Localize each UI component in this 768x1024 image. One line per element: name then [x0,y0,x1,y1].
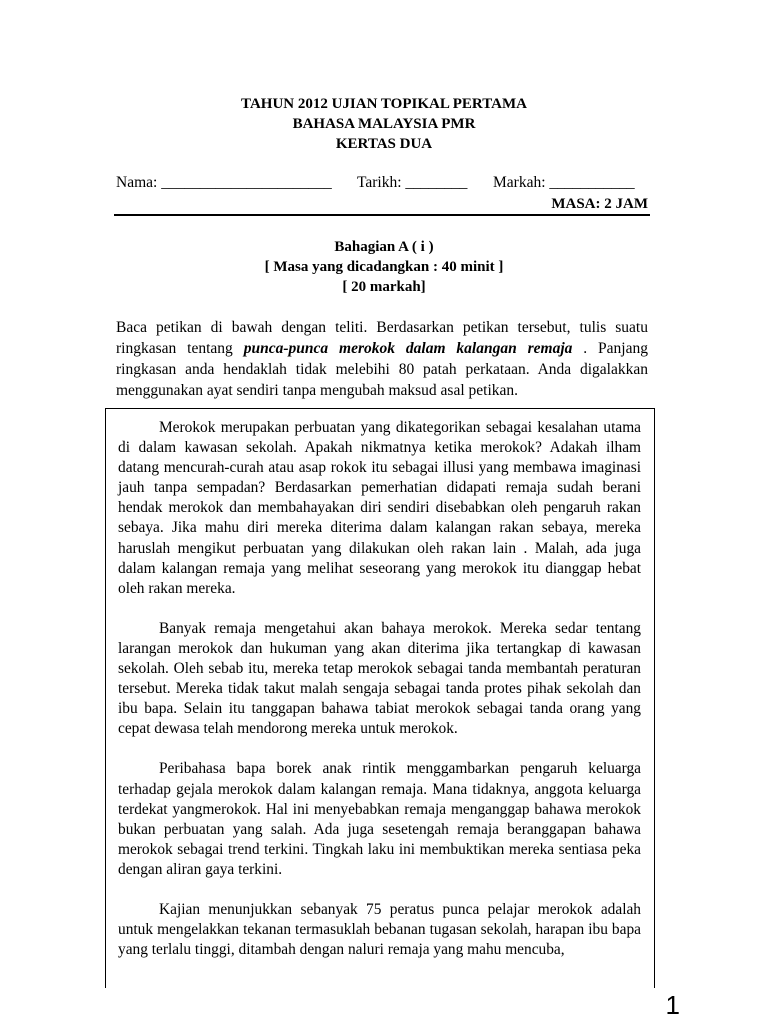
section-time: [ Masa yang dicadangkan : 40 minit ] [264,259,504,275]
passage-box [105,408,655,988]
markah-field: Markah: ___________ [493,174,635,191]
nama-field: Nama: ______________________ [116,174,332,191]
document-header [0,94,768,154]
section-marks: [ 20 markah] [342,279,426,295]
instructions-text-after: . Panjang ringkasan anda hendaklah tidak melebihi 80 patah perkataan. Anda digalakkan menggunakan ayat sendiri tanpa mengubah maksud asal petikan. [116,340,648,399]
section-header [0,237,768,297]
subject-title: BAHASA MALAYSIA PMR [292,116,476,132]
header-divider [114,214,650,216]
passage-paragraph-4: Kajian menunjukkan sebanyak 75 peratus punca pelajar merokok adalah untuk mengelakkan tekanan termasuklah bebanan tugasan sekolah, harapan ibu bapa yang terlalu tinggi, ditambah dengan naluri remaja yang mahu mencuba, [118,900,641,959]
page-number: 1 [665,990,680,1020]
section-title: Bahagian A ( i ) [334,239,434,255]
instructions-paragraph [116,317,648,401]
passage-paragraph-3: Peribahasa bapa borek anak rintik menggambarkan pengaruh keluarga terhadap gejala merokok dalam kalangan remaja. Mana tidaknya, anggota keluarga terdekat yangmerokok. Hal ini menyebabkan remaja menganggap bahawa merokok bukan perbuatan yang salah. Ada juga sesetengah remaja beranggapan bahawa merokok sebagai trend terkini. Tingkah laku ini membuktikan mereka sentiasa peka dengan aliran gaya terkini. [118,760,641,878]
instructions-text-before: Baca petikan di bawah dengan teliti. Berdasarkan petikan tersebut, tulis suatu ringkasan tentang [116,319,648,357]
exam-title: TAHUN 2012 UJIAN TOPIKAL PERTAMA [241,96,527,112]
paper-title: KERTAS DUA [335,136,433,152]
passage-paragraph-2: Banyak remaja mengetahui akan bahaya merokok. Mereka sedar tentang larangan merokok dan hukuman yang akan diterima jika tertangkap di kawasan sekolah. Oleh sebab itu, mereka tetap merokok sebagai tanda membantah peraturan tersebut. Mereka tidak takut malah sengaja sebagai tanda protes pihak sekolah dan ibu bapa. Selain itu tanggapan bahawa tabiat merokok sebagai tanda orang yang cepat dewasa telah mendorong mereka untuk merokok. [118,619,641,738]
duration-label: MASA: 2 JAM [551,196,648,212]
instructions-emphasis: punca-punca merokok dalam kalangan remaja [243,340,573,357]
tarikh-field: Tarikh: ________ [357,174,468,191]
passage-paragraph-1: Merokok merupakan perbuatan yang dikategorikan sebagai kesalahan utama di dalam kawasan sekolah. Apakah nikmatnya ketika merokok? Adakah ilham datang mencurah-curah atau asap rokok itu sebagai illusi yang membawa imaginasi jauh tanpa sempadan? Berdasarkan pemerhatian didapati remaja sudah berani hendak merokok dan membahayakan diri sendiri disebabkan oleh pengaruh rakan sebaya. Jika mahu diri mereka diterima dalam kalangan rakan sebaya, mereka haruslah mengikut perbuatan yang dilakukan oleh rakan lain . Malah, ada juga dalam kalangan remaja yang melihat seseorang yang merokok itu dianggap hebat oleh rakan mereka. [118,419,641,597]
